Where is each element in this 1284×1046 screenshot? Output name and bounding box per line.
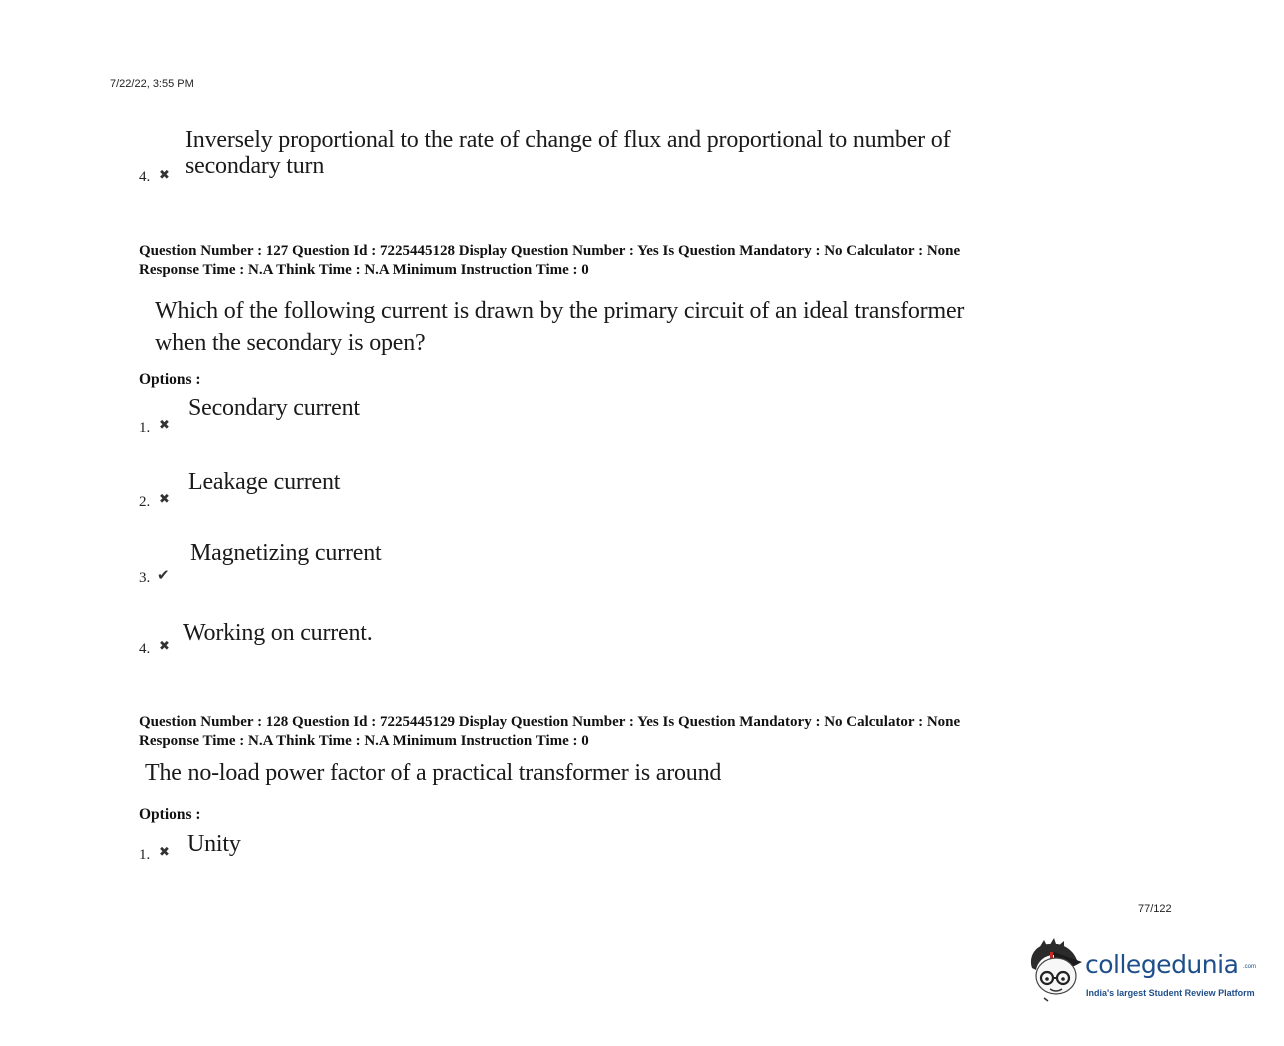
q127-option-3-number: 3. [139, 570, 151, 586]
collegedunia-wordmark: collegedunia [1085, 950, 1239, 979]
q127-meta-line1: Question Number : 127 Question Id : 7225445128 Display Question Number : Yes Is Question Mandatory : No Calculator : None [139, 243, 961, 259]
q127-option-4-text: Working on current. [183, 620, 373, 646]
q127-option-2-text: Leakage current [188, 469, 341, 495]
cross-icon: ✖ [159, 167, 170, 182]
q128-option-1-number: 1. [139, 847, 151, 863]
q128-option-1-text: Unity [187, 831, 241, 857]
q127-text-line1: Which of the following current is drawn by the primary circuit of an ideal transformer [155, 298, 965, 324]
cross-icon: ✖ [159, 638, 170, 653]
q127-option-4-number: 4. [139, 641, 151, 657]
collegedunia-tagline: India's largest Student Review Platform [1086, 988, 1255, 998]
cross-icon: ✖ [159, 844, 170, 859]
q128-text-line1: The no-load power factor of a practical transformer is around [145, 760, 722, 786]
collegedunia-suffix: .com [1243, 964, 1257, 970]
q127-meta-line2: Response Time : N.A Think Time : N.A Minimum Instruction Time : 0 [139, 262, 589, 278]
q128-meta-line2: Response Time : N.A Think Time : N.A Minimum Instruction Time : 0 [139, 733, 589, 749]
cross-icon: ✖ [159, 417, 170, 432]
print-timestamp: 7/22/22, 3:55 PM [110, 78, 194, 90]
page-number: 77/122 [1138, 903, 1172, 915]
q128-meta-line1: Question Number : 128 Question Id : 7225445129 Display Question Number : Yes Is Question Mandatory : No Calculator : None [139, 714, 961, 730]
q127-option-1-number: 1. [139, 420, 151, 436]
prev-option-4-line1: Inversely proportional to the rate of change of flux and proportional to number of [185, 127, 951, 153]
q127-options-label: Options : [139, 371, 201, 388]
check-icon: ✔ [157, 568, 170, 584]
q127-option-1-text: Secondary current [188, 395, 360, 421]
q127-option-3-text: Magnetizing current [190, 540, 382, 566]
prev-option-4-line2: secondary turn [185, 153, 325, 179]
prev-option-4-number: 4. [139, 169, 151, 185]
cross-icon: ✖ [159, 491, 170, 506]
collegedunia-mascot-logo [1024, 938, 1086, 1002]
q127-option-2-number: 2. [139, 494, 151, 510]
q127-text-line2: when the secondary is open? [155, 330, 426, 356]
q128-options-label: Options : [139, 806, 201, 823]
